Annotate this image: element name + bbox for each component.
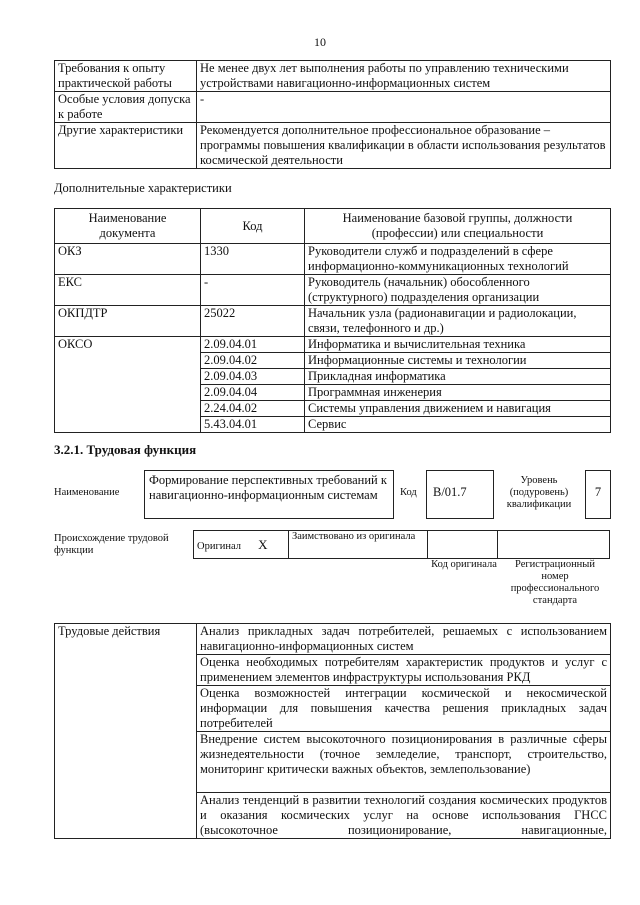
table-row xyxy=(55,244,611,275)
name-cell: Руководитель (начальник) обособленного (структурного) подразделения организации xyxy=(305,275,611,306)
actions-label: Трудовые действия xyxy=(55,624,197,839)
req-value: Не менее двух лет выполнения работы по управлению техническими устройствами навигационно-информационных систем xyxy=(197,61,611,92)
origin-reg-cell xyxy=(498,531,610,559)
code-original-caption: Код оригинала xyxy=(431,559,497,570)
function-heading: 3.2.1. Трудовая функция xyxy=(54,442,197,457)
function-name-label: Наименование xyxy=(54,487,120,498)
origin-original-cell xyxy=(194,531,289,559)
header-name: Наименование базовой группы, должности (профессии) или специальности xyxy=(305,209,611,244)
function-code-value: B/01.7 xyxy=(433,485,467,499)
doc-cell: ОКСО xyxy=(55,337,201,433)
doc-cell: ОКПДТР xyxy=(55,306,201,337)
name-cell: Руководители служб и подразделений в сфере информационно-коммуникационных технологий xyxy=(305,244,611,275)
function-level-value: 7 xyxy=(594,485,602,499)
action-item: Анализ тенденций в развитии технологий создания космических продуктов и оказания космических услуг на основе использования ГНСС (высокоточное позиционирование, навигационные, xyxy=(197,793,611,839)
req-value: Рекомендуется дополнительное профессиональное образование – программы повышения квалификации в области использования результатов космической деятельности xyxy=(197,123,611,169)
header-doc: Наименование документа xyxy=(55,209,201,244)
name-cell: Информационные системы и технологии xyxy=(305,353,611,369)
code-cell: 25022 xyxy=(201,306,305,337)
function-level-box xyxy=(585,470,611,519)
doc-cell: ОКЗ xyxy=(55,244,201,275)
header-code: Код xyxy=(201,209,305,244)
origin-label: Происхождение трудовой функции xyxy=(54,533,169,556)
name-cell: Прикладная информатика xyxy=(305,369,611,385)
req-label: Особые условия допуска к работе xyxy=(55,92,197,123)
table-row xyxy=(55,275,611,306)
code-cell: 5.43.04.01 xyxy=(201,417,305,433)
function-name-box xyxy=(144,470,394,519)
action-item: Внедрение систем высокоточного позиционирования в различные сферы жизнедеятельности (точное земледелие, транспорт, строительство, мониторинг критически важных объектов, землепользование) xyxy=(197,732,611,793)
origin-table xyxy=(193,530,610,559)
additional-table xyxy=(54,208,611,433)
action-item: Оценка возможностей интеграции космической и некосмической информации для повышения качества решения прикладных задач потребителей xyxy=(197,686,611,732)
name-cell: Начальник узла (радионавигации и радиолокации, связи, телефонного и др.) xyxy=(305,306,611,337)
reg-number-caption: Регистрационный номер профессионального стандарта xyxy=(510,559,600,606)
code-cell: 2.24.04.02 xyxy=(201,401,305,417)
action-item: Анализ прикладных задач потребителей, решаемых с использованием навигационно-информационных систем xyxy=(197,624,611,655)
requirements-table xyxy=(54,60,611,169)
name-cell: Сервис xyxy=(305,417,611,433)
function-code-label: Код xyxy=(400,487,417,498)
table-row xyxy=(55,123,611,169)
req-label: Другие характеристики xyxy=(55,123,197,169)
table-row xyxy=(55,337,611,353)
function-code-box xyxy=(426,470,494,519)
doc-cell: ЕКС xyxy=(55,275,201,306)
code-cell: 2.09.04.02 xyxy=(201,353,305,369)
actions-table xyxy=(54,623,611,839)
action-item: Оценка необходимых потребителям характеристик продуктов и услуг с применением элементов инфраструктуры использования РКД xyxy=(197,655,611,686)
name-cell: Программная инженерия xyxy=(305,385,611,401)
req-value: - xyxy=(197,92,611,123)
code-cell: 1330 xyxy=(201,244,305,275)
code-cell: 2.09.04.03 xyxy=(201,369,305,385)
function-name-value: Формирование перспективных требований к навигационно-информационным системам xyxy=(149,473,387,502)
code-cell: 2.09.04.04 xyxy=(201,385,305,401)
page-number: 10 xyxy=(314,35,326,49)
origin-code-cell xyxy=(428,531,498,559)
table-row xyxy=(55,624,611,655)
table-row xyxy=(194,531,610,559)
table-row xyxy=(55,306,611,337)
additional-title: Дополнительные характеристики xyxy=(54,181,232,195)
name-cell: Системы управления движением и навигация xyxy=(305,401,611,417)
origin-original-label: Оригинал xyxy=(197,540,241,552)
req-label: Требования к опыту практической работы xyxy=(55,61,197,92)
origin-original-mark: X xyxy=(258,536,268,552)
function-level-label: Уровень (подуровень) квалификации xyxy=(506,475,572,510)
origin-borrowed-label: Заимствовано из оригинала xyxy=(289,531,428,559)
table-row xyxy=(55,92,611,123)
name-cell: Информатика и вычислительная техника xyxy=(305,337,611,353)
table-row xyxy=(55,61,611,92)
code-cell: - xyxy=(201,275,305,306)
table-header-row xyxy=(55,209,611,244)
code-cell: 2.09.04.01 xyxy=(201,337,305,353)
